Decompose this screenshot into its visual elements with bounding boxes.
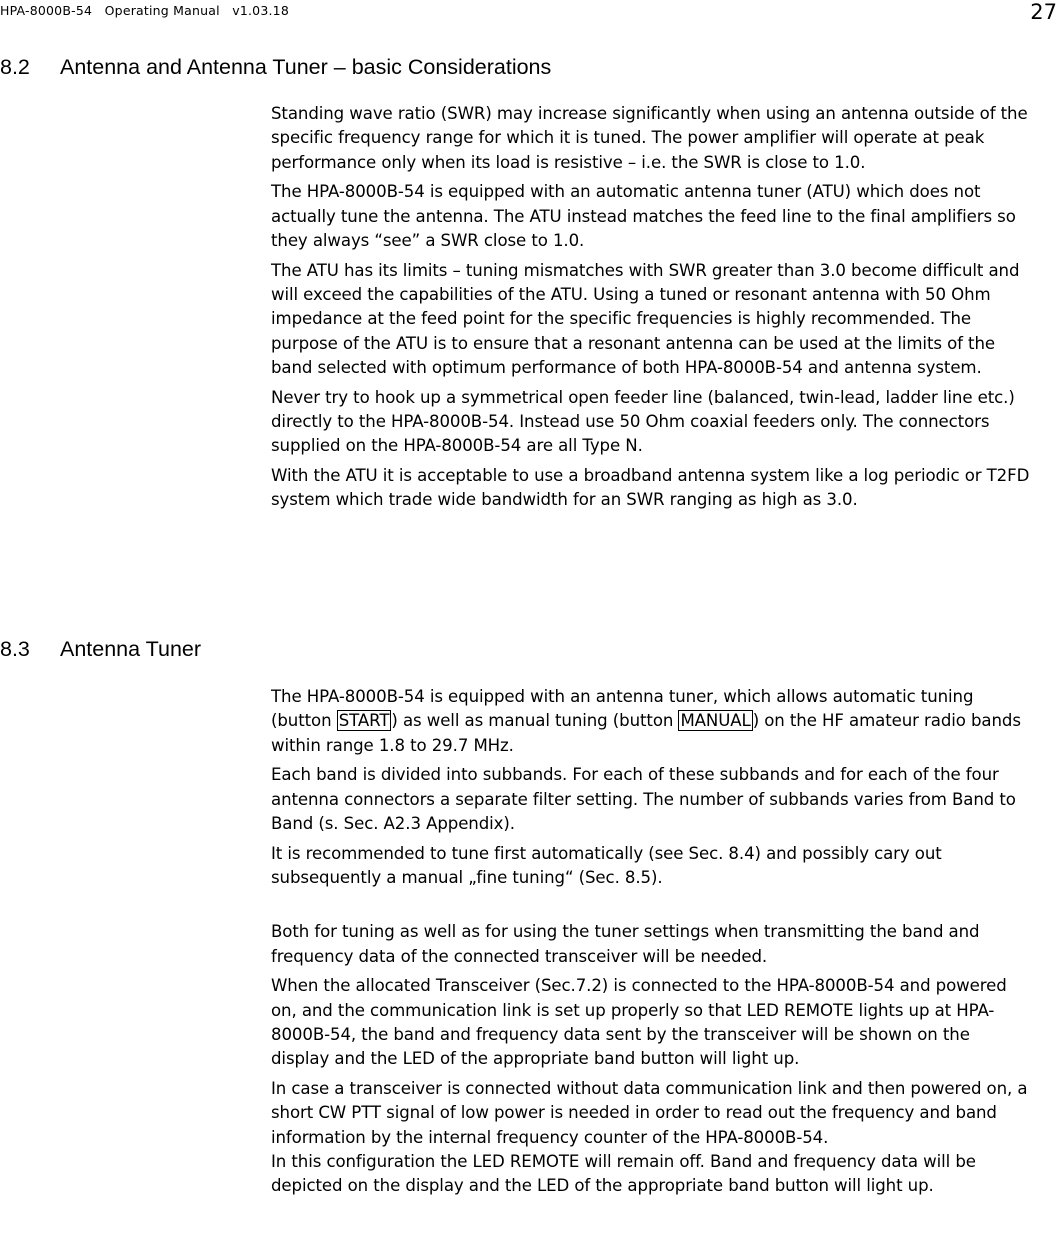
paragraph: In case a transceiver is connected without data communication link and then powered on, a short CW PTT signal of low power is needed in order to read out the frequency and band information by the internal frequency counter of the HPA-8000B-54. [271, 1079, 1028, 1147]
section-title: Antenna Tuner [60, 637, 202, 661]
section-title: Antenna and Antenna Tuner – basic Considerations [60, 55, 552, 79]
paragraph: Both for tuning as well as for using the tuner settings when transmitting the band and frequency data of the connected transceiver will be needed. [271, 922, 980, 966]
start-button-label: START [338, 711, 390, 731]
section-8-2-heading [0, 54, 551, 80]
section-number: 8.3 [0, 637, 30, 661]
section-number: 8.2 [0, 55, 30, 79]
section-8-3-heading [0, 636, 201, 662]
paragraph: Each band is divided into subbands. For each of these subbands and for each of the four antenna connectors a separate filter setting. The number of subbands varies from Band to Band (s. Sec. A2.3 Appendix). [271, 765, 1016, 833]
paragraph: The ATU has its limits – tuning mismatches with SWR greater than 3.0 become difficult and will exceed the capabilities of the ATU. Using a tuned or resonant antenna with 50 Ohm impedance at the feed point for the specific frequencies is highly recommended. The purpose of the ATU is to ensure that a resonant antenna can be used at the limits of the band selected with optimum performance of both HPA-8000B-54 and antenna system. [271, 260, 1020, 377]
section-8-3-body [271, 685, 1031, 1204]
section-8-2-body [271, 102, 1031, 518]
paragraph: Standing wave ratio (SWR) may increase significantly when using an antenna outside of the specific frequency range for which it is tuned. The power amplifier will operate at peak performance only when its load is resistive – i.e. the SWR is close to 1.0. [271, 104, 1028, 172]
page-number: 27 [1030, 0, 1057, 24]
paragraph: Never try to hook up a symmetrical open feeder line (balanced, twin-lead, ladder line etc.) directly to the HPA-8000B-54. Instead use 50 Ohm coaxial feeders only. The connectors supplied on the HPA-8000B-54 are all Type N. [271, 387, 1015, 456]
paragraph: In this configuration the LED REMOTE will remain off. Band and frequency data will be depicted on the display and the LED of the appropriate band button will light up. [271, 1152, 976, 1196]
paragraph: When the allocated Transceiver (Sec.7.2) is connected to the HPA-8000B-54 and powered on, and the communication link is set up properly so that LED REMOTE lights up at HPA-8000B-54, the band and frequency data sent by the transceiver will be shown on the display and the LED of the appropriate band button will light up. [271, 976, 1007, 1069]
paragraph: The HPA-8000B-54 is equipped with an automatic antenna tuner (ATU) which does not actually tune the antenna. The ATU instead matches the feed line to the final amplifiers so they always “see” a SWR close to 1.0. [271, 182, 1016, 250]
manual-button-label: MANUAL [680, 711, 751, 731]
running-header: HPA-8000B-54 Operating Manual v1.03.18 [0, 3, 289, 18]
paragraph: The HPA-8000B-54 is equipped with an antenna tuner, which allows automatic tuning (button START ) as well as manual tuning (button MANUAL ) on the HF amateur radio bands within range 1.8 to 29.7 MHz. [271, 687, 1021, 755]
paragraph: With the ATU it is acceptable to use a broadband antenna system like a log periodic or T2FD system which trade wide bandwidth for an SWR ranging as high as 3.0. [271, 466, 1030, 510]
paragraph: It is recommended to tune first automatically (see Sec. 8.4) and possibly cary out subsequently a manual „fine tuning“ (Sec. 8.5). [271, 843, 942, 888]
